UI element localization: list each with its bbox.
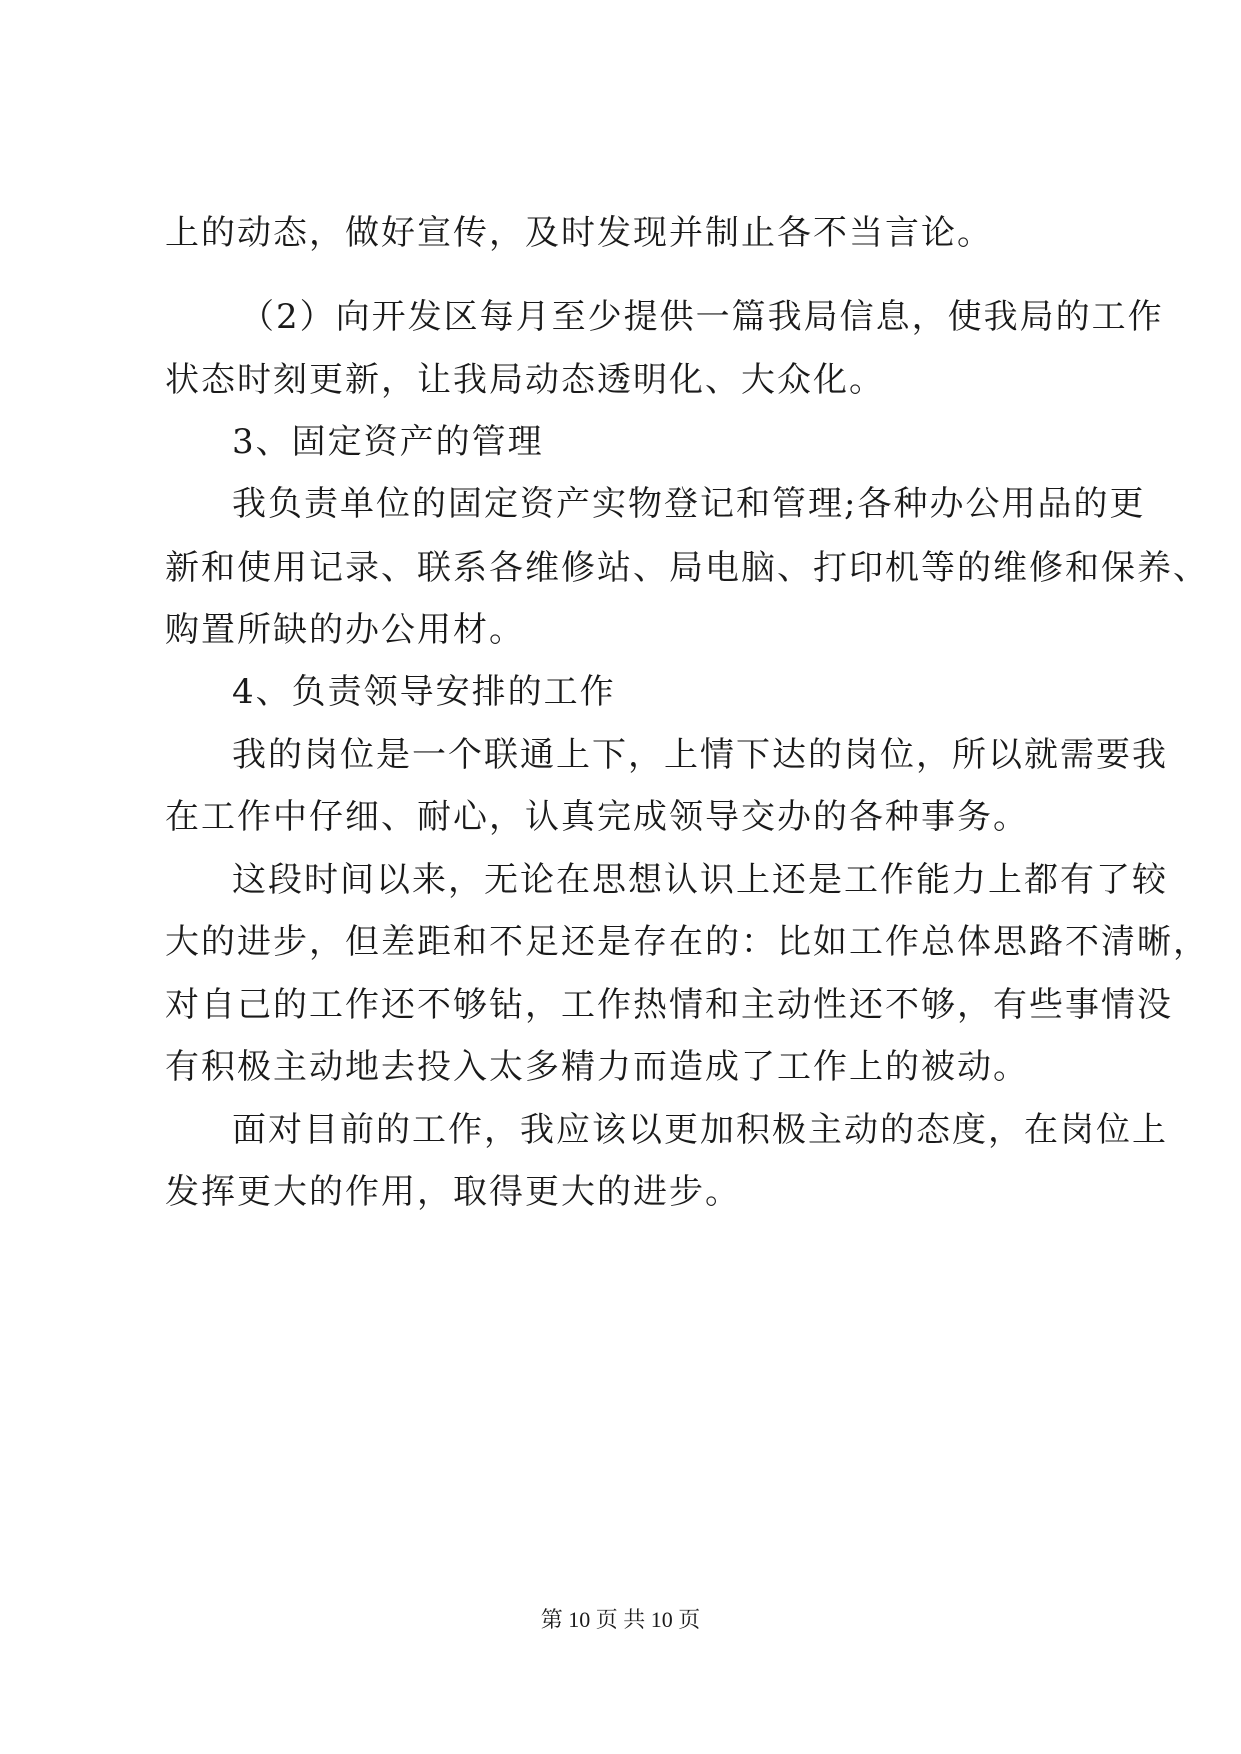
body-line: 这段时间以来，无论在思想认识上还是工作能力上都有了较 xyxy=(232,860,1168,900)
body-line: 发挥更大的作用，取得更大的进步。 xyxy=(165,1172,741,1212)
body-line: 购置所缺的办公用材。 xyxy=(165,610,525,650)
section-heading: 4、负责领导安排的工作 xyxy=(232,672,616,712)
body-line: 我的岗位是一个联通上下，上情下达的岗位，所以就需要我 xyxy=(232,735,1168,775)
body-line: 大的进步，但差距和不足还是存在的：比如工作总体思路不清晰， xyxy=(165,922,1209,962)
body-line: 新和使用记录、联系各维修站、局电脑、打印机等的维修和保养、 xyxy=(165,548,1209,588)
body-line: （2）向开发区每月至少提供一篇我局信息，使我局的工作 xyxy=(240,297,1164,337)
body-line: 在工作中仔细、耐心，认真完成领导交办的各种事务。 xyxy=(165,797,1029,837)
body-line: 我负责单位的固定资产实物登记和管理;各种办公用品的更 xyxy=(232,484,1146,524)
body-line: 上的动态，做好宣传，及时发现并制止各不当言论。 xyxy=(165,213,993,253)
body-line: 有积极主动地去投入太多精力而造成了工作上的被动。 xyxy=(165,1047,1029,1087)
body-line: 对自己的工作还不够钻，工作热情和主动性还不够，有些事情没 xyxy=(165,985,1173,1025)
body-line: 状态时刻更新，让我局动态透明化、大众化。 xyxy=(165,360,885,400)
page-footer: 第 10 页 共 10 页 xyxy=(540,1607,701,1632)
body-line: 面对目前的工作，我应该以更加积极主动的态度，在岗位上 xyxy=(232,1110,1168,1150)
section-heading: 3、固定资产的管理 xyxy=(232,422,544,462)
